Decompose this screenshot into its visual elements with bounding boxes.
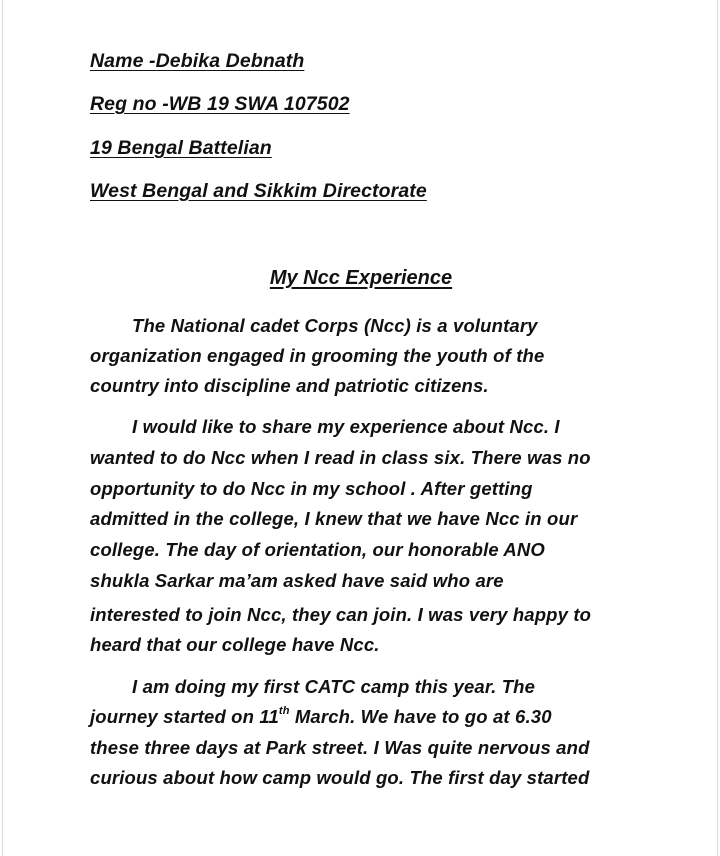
paragraph3-line	[90, 706, 552, 728]
paragraph1-line: organization engaged in grooming the youth of the	[90, 345, 545, 366]
name-heading: Name -Debika Debnath	[90, 50, 305, 72]
paragraph2-line: interested to join Ncc, they can join. I was very happy to	[90, 604, 592, 625]
paragraph2-line: I would like to share my experience about Ncc. I	[132, 416, 560, 437]
battalion-heading: 19 Bengal Battelian	[90, 137, 272, 159]
paragraph2-line: admitted in the college, I knew that we have Ncc in our	[90, 508, 578, 529]
paragraph3-line: curious about how camp would go. The first day started	[90, 767, 590, 788]
paragraph2-line: wanted to do Ncc when I read in class six. There was no	[90, 447, 591, 468]
directorate-heading: West Bengal and Sikkim Directorate	[90, 180, 427, 202]
paragraph3-line2-start: journey started on 11	[90, 706, 279, 727]
paragraph1-line: country into discipline and patriotic citizens.	[90, 375, 489, 396]
paragraph3-line2-end: March. We have to go at 6.30	[289, 706, 552, 727]
paragraph2-line: college. The day of orientation, our honorable ANO	[90, 539, 545, 560]
paragraph1-line: The National cadet Corps (Ncc) is a voluntary	[132, 315, 538, 336]
ordinal-superscript: th	[278, 705, 290, 717]
paragraph2-line: heard that our college have Ncc.	[90, 634, 380, 655]
reg-no-heading: Reg no -WB 19 SWA 107502	[90, 93, 350, 115]
paragraph3-line: I am doing my first CATC camp this year. The	[132, 676, 536, 697]
paragraph2-line: shukla Sarkar ma’am asked have said who are	[90, 570, 504, 591]
paragraph3-line: these three days at Park street. I Was quite nervous and	[90, 737, 590, 758]
document-title: My Ncc Experience	[269, 267, 453, 289]
document-page	[2, 0, 718, 856]
paragraph2-line: opportunity to do Ncc in my school . After getting	[90, 478, 533, 499]
